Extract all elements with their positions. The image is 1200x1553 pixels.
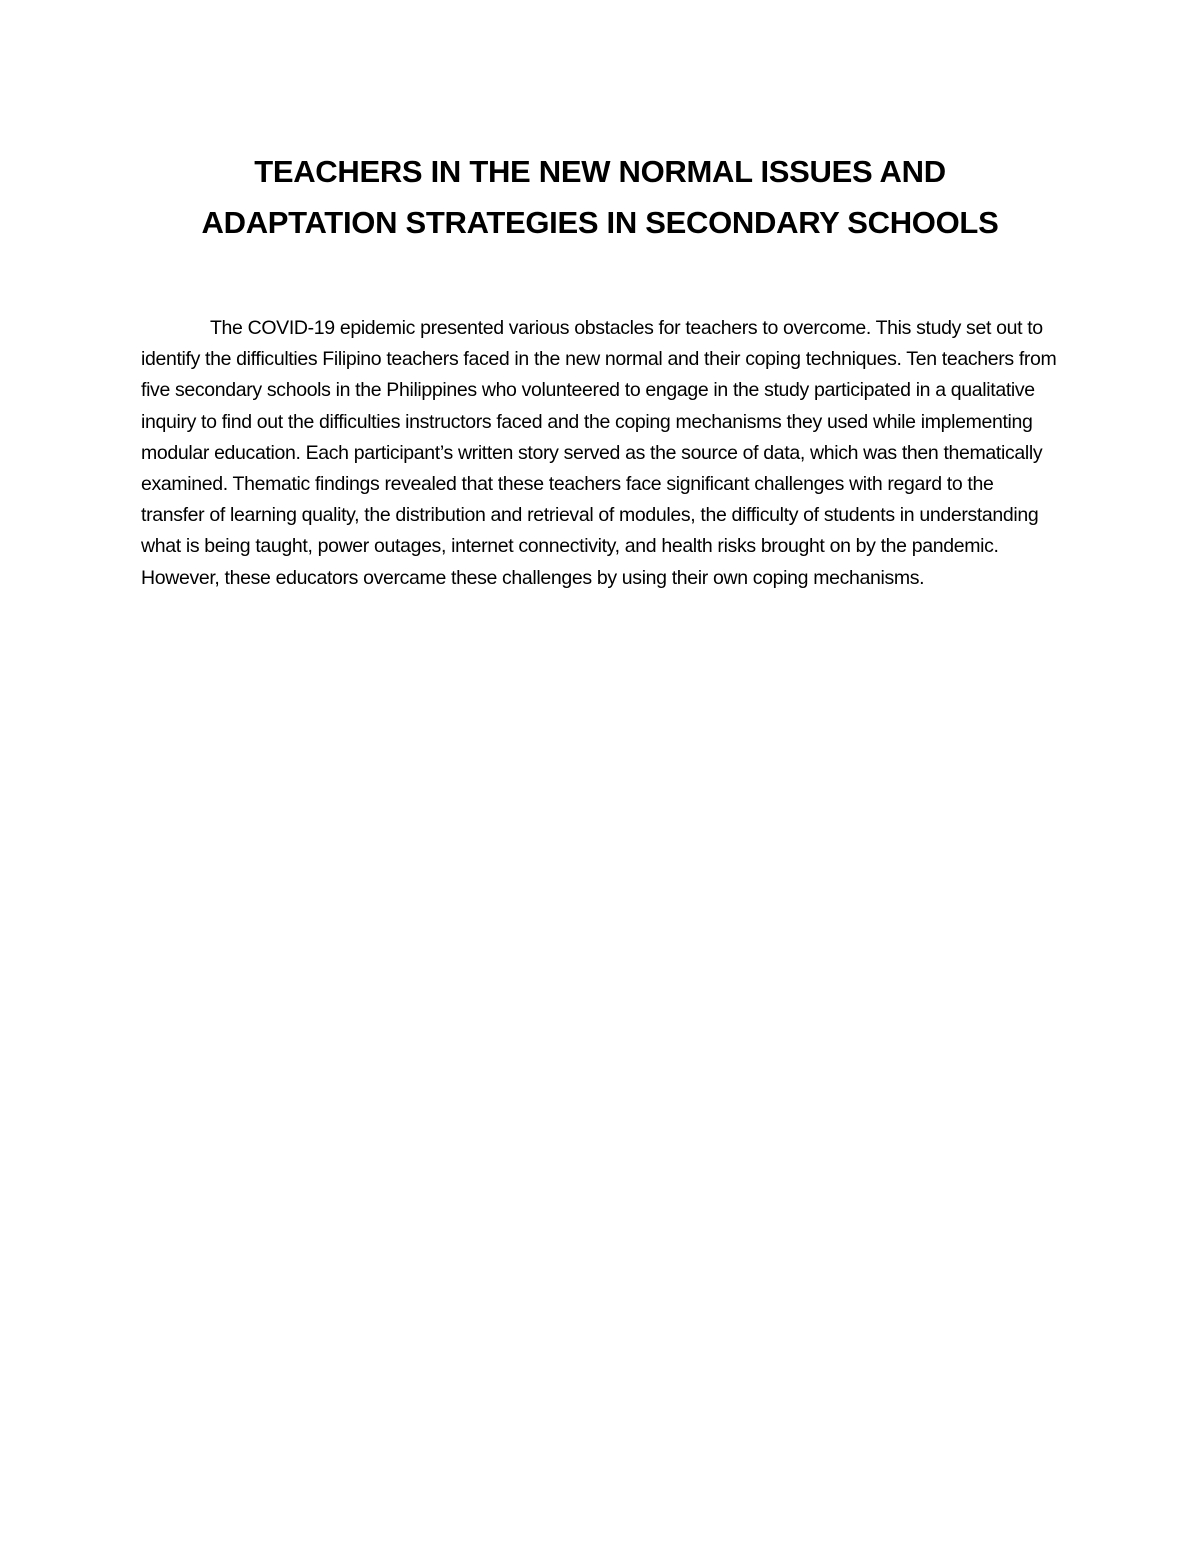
- title-line-1: TEACHERS IN THE NEW NORMAL ISSUES AND: [254, 154, 946, 189]
- abstract-paragraph: The COVID-19 epidemic presented various obstacles for teachers to overcome. This study set out to identify the difficulties Filipino teachers faced in the new normal and their coping techniques. Ten teachers from five secondary schools in the Philippines who volunteered to engage in the study participated in a qualitative inquiry to find out the difficulties instructors faced and the coping mechanisms they used while implementing modular education. Each participant’s written story served as the source of data, which was then thematically examined. Thematic findings revealed that these teachers face significant challenges with regard to the transfer of learning quality, the distribution and retrieval of modules, the difficulty of students in understanding what is being taught, power outages, internet connectivity, and health risks brought on by the pandemic. However, these educators overcame these challenges by using their own coping mechanisms.: [141, 317, 1057, 589]
- title-line-2: ADAPTATION STRATEGIES IN SECONDARY SCHOOLS: [201, 205, 999, 240]
- document-title: [140, 146, 1060, 248]
